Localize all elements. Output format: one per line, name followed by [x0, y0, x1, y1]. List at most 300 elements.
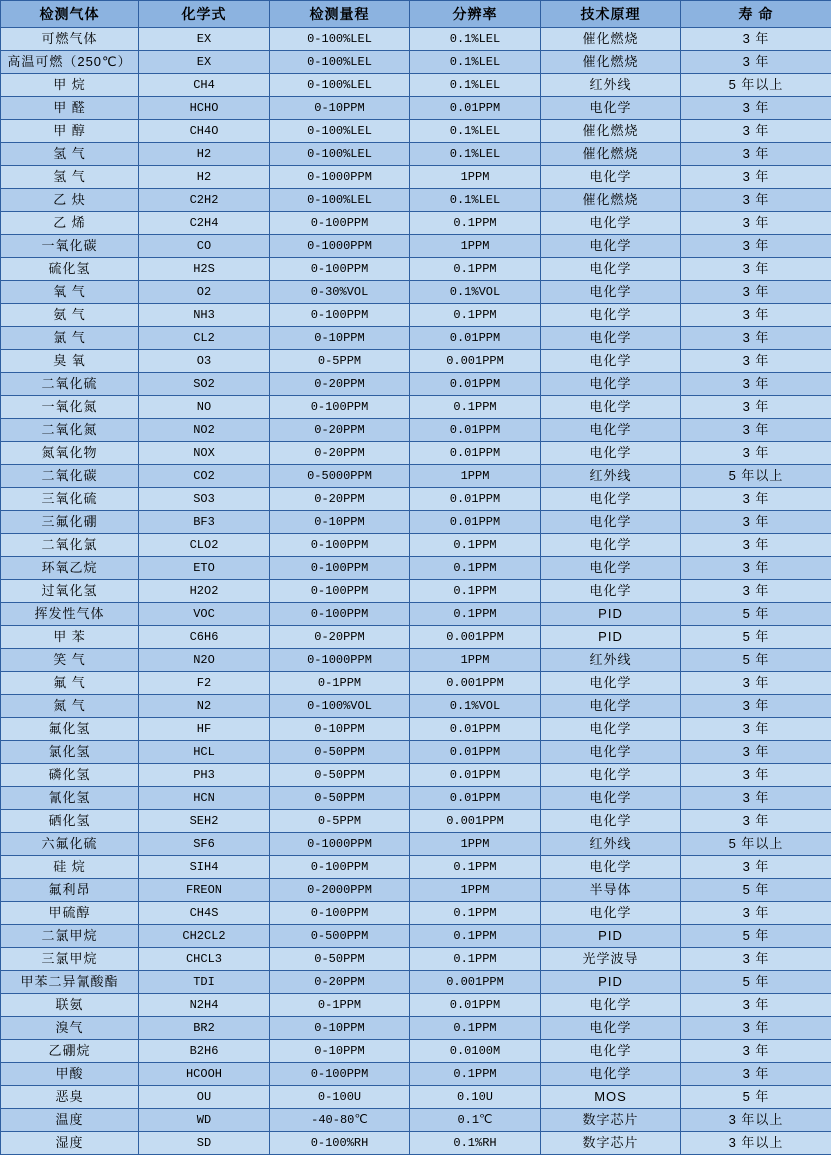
cell-lifespan: 3 年 [681, 787, 831, 810]
cell-detection-range: 0-1000PPM [270, 166, 410, 189]
cell-resolution: 0.1%LEL [410, 189, 541, 212]
cell-gas-name: 二氧化氮 [1, 419, 139, 442]
cell-technology: 电化学 [541, 373, 681, 396]
cell-chemical-formula: CO [139, 235, 270, 258]
table-header-row [1, 1, 831, 28]
cell-detection-range: 0-50PPM [270, 741, 410, 764]
cell-lifespan: 3 年 [681, 235, 831, 258]
table-row [1, 718, 831, 741]
cell-chemical-formula: VOC [139, 603, 270, 626]
cell-gas-name: 二氧化硫 [1, 373, 139, 396]
cell-detection-range: 0-100PPM [270, 856, 410, 879]
cell-technology: 电化学 [541, 1017, 681, 1040]
cell-detection-range: 0-20PPM [270, 971, 410, 994]
cell-gas-name: 硫化氢 [1, 258, 139, 281]
cell-detection-range: 0-5000PPM [270, 465, 410, 488]
cell-lifespan: 3 年 [681, 856, 831, 879]
cell-gas-name: 联氨 [1, 994, 139, 1017]
cell-gas-name: 氯 气 [1, 327, 139, 350]
cell-lifespan: 5 年 [681, 603, 831, 626]
cell-resolution: 0.01PPM [410, 419, 541, 442]
cell-technology: 电化学 [541, 97, 681, 120]
cell-detection-range: 0-20PPM [270, 373, 410, 396]
cell-resolution: 1PPM [410, 879, 541, 902]
cell-chemical-formula: F2 [139, 672, 270, 695]
cell-detection-range: 0-50PPM [270, 948, 410, 971]
table-row [1, 212, 831, 235]
cell-gas-name: 乙 烯 [1, 212, 139, 235]
column-header-lifespan: 寿 命 [681, 1, 831, 28]
cell-lifespan: 3 年 [681, 741, 831, 764]
table-body [1, 28, 831, 1155]
cell-resolution: 0.1%LEL [410, 74, 541, 97]
cell-gas-name: 氟利昂 [1, 879, 139, 902]
cell-gas-name: 氮 气 [1, 695, 139, 718]
cell-resolution: 0.1%VOL [410, 281, 541, 304]
cell-resolution: 1PPM [410, 166, 541, 189]
cell-gas-name: 硅 烷 [1, 856, 139, 879]
cell-detection-range: 0-20PPM [270, 419, 410, 442]
cell-gas-name: 一氧化碳 [1, 235, 139, 258]
cell-chemical-formula: EX [139, 51, 270, 74]
cell-resolution: 0.1PPM [410, 856, 541, 879]
cell-lifespan: 3 年 [681, 419, 831, 442]
cell-gas-name: 可燃气体 [1, 28, 139, 51]
table-row [1, 258, 831, 281]
cell-gas-name: 氢 气 [1, 143, 139, 166]
table-row [1, 488, 831, 511]
table-row [1, 764, 831, 787]
cell-lifespan: 3 年 [681, 764, 831, 787]
cell-detection-range: 0-100%LEL [270, 120, 410, 143]
cell-lifespan: 3 年 [681, 948, 831, 971]
cell-resolution: 0.01PPM [410, 741, 541, 764]
cell-detection-range: 0-1PPM [270, 994, 410, 1017]
cell-technology: 红外线 [541, 649, 681, 672]
cell-chemical-formula: NO [139, 396, 270, 419]
cell-lifespan: 5 年 [681, 879, 831, 902]
table-row [1, 557, 831, 580]
cell-technology: 光学波导 [541, 948, 681, 971]
cell-lifespan: 3 年 [681, 258, 831, 281]
cell-resolution: 0.01PPM [410, 994, 541, 1017]
cell-chemical-formula: HCN [139, 787, 270, 810]
cell-detection-range: 0-100PPM [270, 396, 410, 419]
cell-technology: 催化燃烧 [541, 120, 681, 143]
cell-gas-name: 三氟化硼 [1, 511, 139, 534]
cell-technology: 催化燃烧 [541, 189, 681, 212]
cell-technology: 电化学 [541, 557, 681, 580]
cell-gas-name: 氰化氢 [1, 787, 139, 810]
cell-detection-range: 0-100PPM [270, 534, 410, 557]
cell-resolution: 0.1%LEL [410, 120, 541, 143]
cell-technology: 电化学 [541, 327, 681, 350]
cell-resolution: 1PPM [410, 465, 541, 488]
table-row [1, 902, 831, 925]
cell-detection-range: 0-100PPM [270, 1063, 410, 1086]
cell-lifespan: 5 年 [681, 626, 831, 649]
cell-lifespan: 3 年 [681, 810, 831, 833]
cell-detection-range: 0-100%LEL [270, 28, 410, 51]
cell-chemical-formula: HCOOH [139, 1063, 270, 1086]
cell-resolution: 0.1PPM [410, 304, 541, 327]
cell-detection-range: 0-20PPM [270, 626, 410, 649]
cell-detection-range: 0-1000PPM [270, 833, 410, 856]
cell-gas-name: 臭 氧 [1, 350, 139, 373]
cell-chemical-formula: H2 [139, 166, 270, 189]
cell-detection-range: 0-10PPM [270, 511, 410, 534]
cell-technology: 电化学 [541, 902, 681, 925]
cell-lifespan: 3 年以上 [681, 1109, 831, 1132]
cell-lifespan: 3 年 [681, 1063, 831, 1086]
cell-technology: 数字芯片 [541, 1109, 681, 1132]
cell-chemical-formula: H2 [139, 143, 270, 166]
cell-detection-range: 0-100PPM [270, 212, 410, 235]
cell-technology: MOS [541, 1086, 681, 1109]
cell-gas-name: 甲 烷 [1, 74, 139, 97]
cell-technology: 电化学 [541, 488, 681, 511]
cell-technology: 红外线 [541, 465, 681, 488]
cell-resolution: 1PPM [410, 235, 541, 258]
cell-lifespan: 3 年 [681, 902, 831, 925]
cell-detection-range: 0-100PPM [270, 258, 410, 281]
cell-gas-name: 笑 气 [1, 649, 139, 672]
table-row [1, 442, 831, 465]
cell-chemical-formula: CH4S [139, 902, 270, 925]
cell-resolution: 0.01PPM [410, 442, 541, 465]
cell-chemical-formula: C2H2 [139, 189, 270, 212]
cell-lifespan: 3 年 [681, 488, 831, 511]
cell-lifespan: 3 年 [681, 304, 831, 327]
cell-lifespan: 3 年以上 [681, 1132, 831, 1155]
cell-lifespan: 3 年 [681, 28, 831, 51]
cell-technology: 电化学 [541, 304, 681, 327]
cell-gas-name: 恶臭 [1, 1086, 139, 1109]
column-header-technology: 技术原理 [541, 1, 681, 28]
cell-gas-name: 三氧化硫 [1, 488, 139, 511]
cell-technology: 电化学 [541, 810, 681, 833]
table-row [1, 534, 831, 557]
cell-resolution: 0.1PPM [410, 557, 541, 580]
cell-detection-range: 0-100%LEL [270, 189, 410, 212]
cell-technology: 电化学 [541, 718, 681, 741]
cell-resolution: 0.1%VOL [410, 695, 541, 718]
cell-gas-name: 环氧乙烷 [1, 557, 139, 580]
cell-chemical-formula: SO3 [139, 488, 270, 511]
cell-lifespan: 3 年 [681, 672, 831, 695]
cell-technology: 电化学 [541, 856, 681, 879]
cell-chemical-formula: ETO [139, 557, 270, 580]
cell-lifespan: 3 年 [681, 97, 831, 120]
cell-lifespan: 3 年 [681, 1040, 831, 1063]
cell-detection-range: 0-50PPM [270, 787, 410, 810]
cell-chemical-formula: C2H4 [139, 212, 270, 235]
cell-technology: 电化学 [541, 695, 681, 718]
cell-resolution: 0.01PPM [410, 97, 541, 120]
cell-resolution: 1PPM [410, 833, 541, 856]
cell-resolution: 0.1PPM [410, 1063, 541, 1086]
table-row [1, 879, 831, 902]
cell-chemical-formula: SIH4 [139, 856, 270, 879]
cell-technology: 电化学 [541, 166, 681, 189]
table-row [1, 166, 831, 189]
cell-gas-name: 硒化氢 [1, 810, 139, 833]
cell-detection-range: -40-80℃ [270, 1109, 410, 1132]
cell-technology: PID [541, 603, 681, 626]
cell-technology: 红外线 [541, 74, 681, 97]
table-row [1, 925, 831, 948]
table-row [1, 948, 831, 971]
table-row [1, 465, 831, 488]
cell-resolution: 0.001PPM [410, 810, 541, 833]
cell-technology: 电化学 [541, 580, 681, 603]
cell-resolution: 0.0100M [410, 1040, 541, 1063]
cell-resolution: 0.1℃ [410, 1109, 541, 1132]
cell-detection-range: 0-100%LEL [270, 51, 410, 74]
cell-gas-name: 甲 醛 [1, 97, 139, 120]
cell-detection-range: 0-5PPM [270, 350, 410, 373]
cell-resolution: 0.1PPM [410, 580, 541, 603]
cell-chemical-formula: CLO2 [139, 534, 270, 557]
cell-resolution: 0.1PPM [410, 902, 541, 925]
table-row [1, 1063, 831, 1086]
cell-lifespan: 5 年 [681, 649, 831, 672]
cell-detection-range: 0-100PPM [270, 603, 410, 626]
cell-lifespan: 3 年 [681, 718, 831, 741]
cell-lifespan: 5 年 [681, 1086, 831, 1109]
cell-resolution: 0.1PPM [410, 948, 541, 971]
table-row [1, 695, 831, 718]
cell-gas-name: 温度 [1, 1109, 139, 1132]
cell-resolution: 0.1%LEL [410, 28, 541, 51]
cell-lifespan: 3 年 [681, 327, 831, 350]
table-row [1, 741, 831, 764]
cell-detection-range: 0-1PPM [270, 672, 410, 695]
cell-detection-range: 0-100%RH [270, 1132, 410, 1155]
cell-technology: PID [541, 626, 681, 649]
cell-technology: 电化学 [541, 258, 681, 281]
cell-technology: 电化学 [541, 741, 681, 764]
cell-technology: 电化学 [541, 1063, 681, 1086]
table-row [1, 1132, 831, 1155]
cell-lifespan: 3 年 [681, 511, 831, 534]
cell-chemical-formula: SD [139, 1132, 270, 1155]
cell-chemical-formula: SF6 [139, 833, 270, 856]
cell-chemical-formula: NO2 [139, 419, 270, 442]
table-row [1, 511, 831, 534]
cell-lifespan: 3 年 [681, 396, 831, 419]
cell-detection-range: 0-10PPM [270, 327, 410, 350]
cell-technology: 催化燃烧 [541, 28, 681, 51]
cell-detection-range: 0-1000PPM [270, 649, 410, 672]
cell-technology: 电化学 [541, 235, 681, 258]
cell-gas-name: 高温可燃（250℃） [1, 51, 139, 74]
cell-chemical-formula: FREON [139, 879, 270, 902]
cell-gas-name: 三氯甲烷 [1, 948, 139, 971]
cell-gas-name: 一氧化氮 [1, 396, 139, 419]
cell-resolution: 0.001PPM [410, 350, 541, 373]
cell-lifespan: 5 年以上 [681, 74, 831, 97]
table-row [1, 626, 831, 649]
table-row [1, 51, 831, 74]
cell-chemical-formula: HCHO [139, 97, 270, 120]
cell-detection-range: 0-500PPM [270, 925, 410, 948]
cell-detection-range: 0-30%VOL [270, 281, 410, 304]
cell-chemical-formula: HCL [139, 741, 270, 764]
cell-resolution: 0.001PPM [410, 672, 541, 695]
cell-detection-range: 0-10PPM [270, 1017, 410, 1040]
cell-technology: 电化学 [541, 442, 681, 465]
cell-lifespan: 3 年 [681, 189, 831, 212]
cell-chemical-formula: N2O [139, 649, 270, 672]
cell-resolution: 0.1PPM [410, 603, 541, 626]
cell-chemical-formula: SO2 [139, 373, 270, 396]
cell-resolution: 0.10U [410, 1086, 541, 1109]
cell-lifespan: 3 年 [681, 580, 831, 603]
cell-technology: 电化学 [541, 534, 681, 557]
cell-gas-name: 二氧化氯 [1, 534, 139, 557]
table-row [1, 1086, 831, 1109]
cell-lifespan: 3 年 [681, 695, 831, 718]
cell-lifespan: 3 年 [681, 350, 831, 373]
cell-technology: 电化学 [541, 511, 681, 534]
cell-lifespan: 3 年 [681, 442, 831, 465]
cell-technology: 电化学 [541, 787, 681, 810]
cell-lifespan: 3 年 [681, 51, 831, 74]
cell-resolution: 0.1PPM [410, 396, 541, 419]
cell-resolution: 0.1%LEL [410, 51, 541, 74]
cell-detection-range: 0-100U [270, 1086, 410, 1109]
cell-technology: 红外线 [541, 833, 681, 856]
cell-technology: 电化学 [541, 1040, 681, 1063]
table-row [1, 120, 831, 143]
table-row [1, 787, 831, 810]
table-row [1, 350, 831, 373]
cell-chemical-formula: C6H6 [139, 626, 270, 649]
cell-technology: 催化燃烧 [541, 51, 681, 74]
cell-resolution: 0.1PPM [410, 212, 541, 235]
cell-chemical-formula: B2H6 [139, 1040, 270, 1063]
cell-resolution: 0.1PPM [410, 258, 541, 281]
cell-technology: 催化燃烧 [541, 143, 681, 166]
cell-resolution: 0.1%RH [410, 1132, 541, 1155]
cell-technology: 电化学 [541, 281, 681, 304]
cell-lifespan: 5 年以上 [681, 465, 831, 488]
cell-lifespan: 3 年 [681, 212, 831, 235]
table-row [1, 810, 831, 833]
cell-resolution: 1PPM [410, 649, 541, 672]
cell-gas-name: 二氧化碳 [1, 465, 139, 488]
cell-technology: 半导体 [541, 879, 681, 902]
cell-gas-name: 甲酸 [1, 1063, 139, 1086]
cell-detection-range: 0-100%LEL [270, 74, 410, 97]
cell-resolution: 0.01PPM [410, 787, 541, 810]
cell-lifespan: 3 年 [681, 557, 831, 580]
cell-chemical-formula: O3 [139, 350, 270, 373]
cell-detection-range: 0-100PPM [270, 557, 410, 580]
cell-lifespan: 3 年 [681, 120, 831, 143]
cell-chemical-formula: O2 [139, 281, 270, 304]
table-row [1, 856, 831, 879]
cell-detection-range: 0-100PPM [270, 304, 410, 327]
table-row [1, 649, 831, 672]
cell-resolution: 0.01PPM [410, 373, 541, 396]
cell-gas-name: 甲 醇 [1, 120, 139, 143]
cell-resolution: 0.1PPM [410, 925, 541, 948]
table-row [1, 304, 831, 327]
cell-lifespan: 5 年 [681, 971, 831, 994]
cell-resolution: 0.1PPM [410, 1017, 541, 1040]
cell-technology: 电化学 [541, 764, 681, 787]
table-row [1, 74, 831, 97]
table-row [1, 235, 831, 258]
table-row [1, 189, 831, 212]
cell-technology: PID [541, 925, 681, 948]
table-row [1, 28, 831, 51]
cell-chemical-formula: NH3 [139, 304, 270, 327]
table-row [1, 396, 831, 419]
cell-technology: 数字芯片 [541, 1132, 681, 1155]
cell-chemical-formula: OU [139, 1086, 270, 1109]
cell-resolution: 0.01PPM [410, 327, 541, 350]
cell-chemical-formula: EX [139, 28, 270, 51]
cell-resolution: 0.01PPM [410, 718, 541, 741]
cell-gas-name: 氨 气 [1, 304, 139, 327]
cell-detection-range: 0-10PPM [270, 1040, 410, 1063]
cell-lifespan: 3 年 [681, 373, 831, 396]
cell-gas-name: 氢 气 [1, 166, 139, 189]
cell-detection-range: 0-100PPM [270, 580, 410, 603]
table-row [1, 833, 831, 856]
cell-detection-range: 0-20PPM [270, 442, 410, 465]
cell-chemical-formula: BF3 [139, 511, 270, 534]
cell-gas-name: 溴气 [1, 1017, 139, 1040]
table-row [1, 603, 831, 626]
cell-chemical-formula: N2H4 [139, 994, 270, 1017]
cell-resolution: 0.01PPM [410, 488, 541, 511]
cell-technology: 电化学 [541, 212, 681, 235]
cell-chemical-formula: WD [139, 1109, 270, 1132]
cell-chemical-formula: CO2 [139, 465, 270, 488]
cell-chemical-formula: TDI [139, 971, 270, 994]
column-header-gas-name: 检测气体 [1, 1, 139, 28]
table-row [1, 672, 831, 695]
table-row [1, 373, 831, 396]
cell-lifespan: 3 年 [681, 281, 831, 304]
cell-chemical-formula: HF [139, 718, 270, 741]
table-row [1, 97, 831, 120]
cell-chemical-formula: BR2 [139, 1017, 270, 1040]
cell-gas-name: 氮氧化物 [1, 442, 139, 465]
table-row [1, 1040, 831, 1063]
table-row [1, 971, 831, 994]
cell-technology: 电化学 [541, 350, 681, 373]
cell-chemical-formula: NOX [139, 442, 270, 465]
table-row [1, 1109, 831, 1132]
cell-chemical-formula: H2S [139, 258, 270, 281]
cell-lifespan: 3 年 [681, 534, 831, 557]
cell-chemical-formula: CHCL3 [139, 948, 270, 971]
cell-chemical-formula: CH4O [139, 120, 270, 143]
cell-chemical-formula: CL2 [139, 327, 270, 350]
cell-lifespan: 3 年 [681, 166, 831, 189]
cell-detection-range: 0-100%LEL [270, 143, 410, 166]
cell-technology: 电化学 [541, 396, 681, 419]
table-row [1, 580, 831, 603]
cell-gas-name: 过氧化氢 [1, 580, 139, 603]
column-header-detection-range: 检测量程 [270, 1, 410, 28]
cell-detection-range: 0-5PPM [270, 810, 410, 833]
